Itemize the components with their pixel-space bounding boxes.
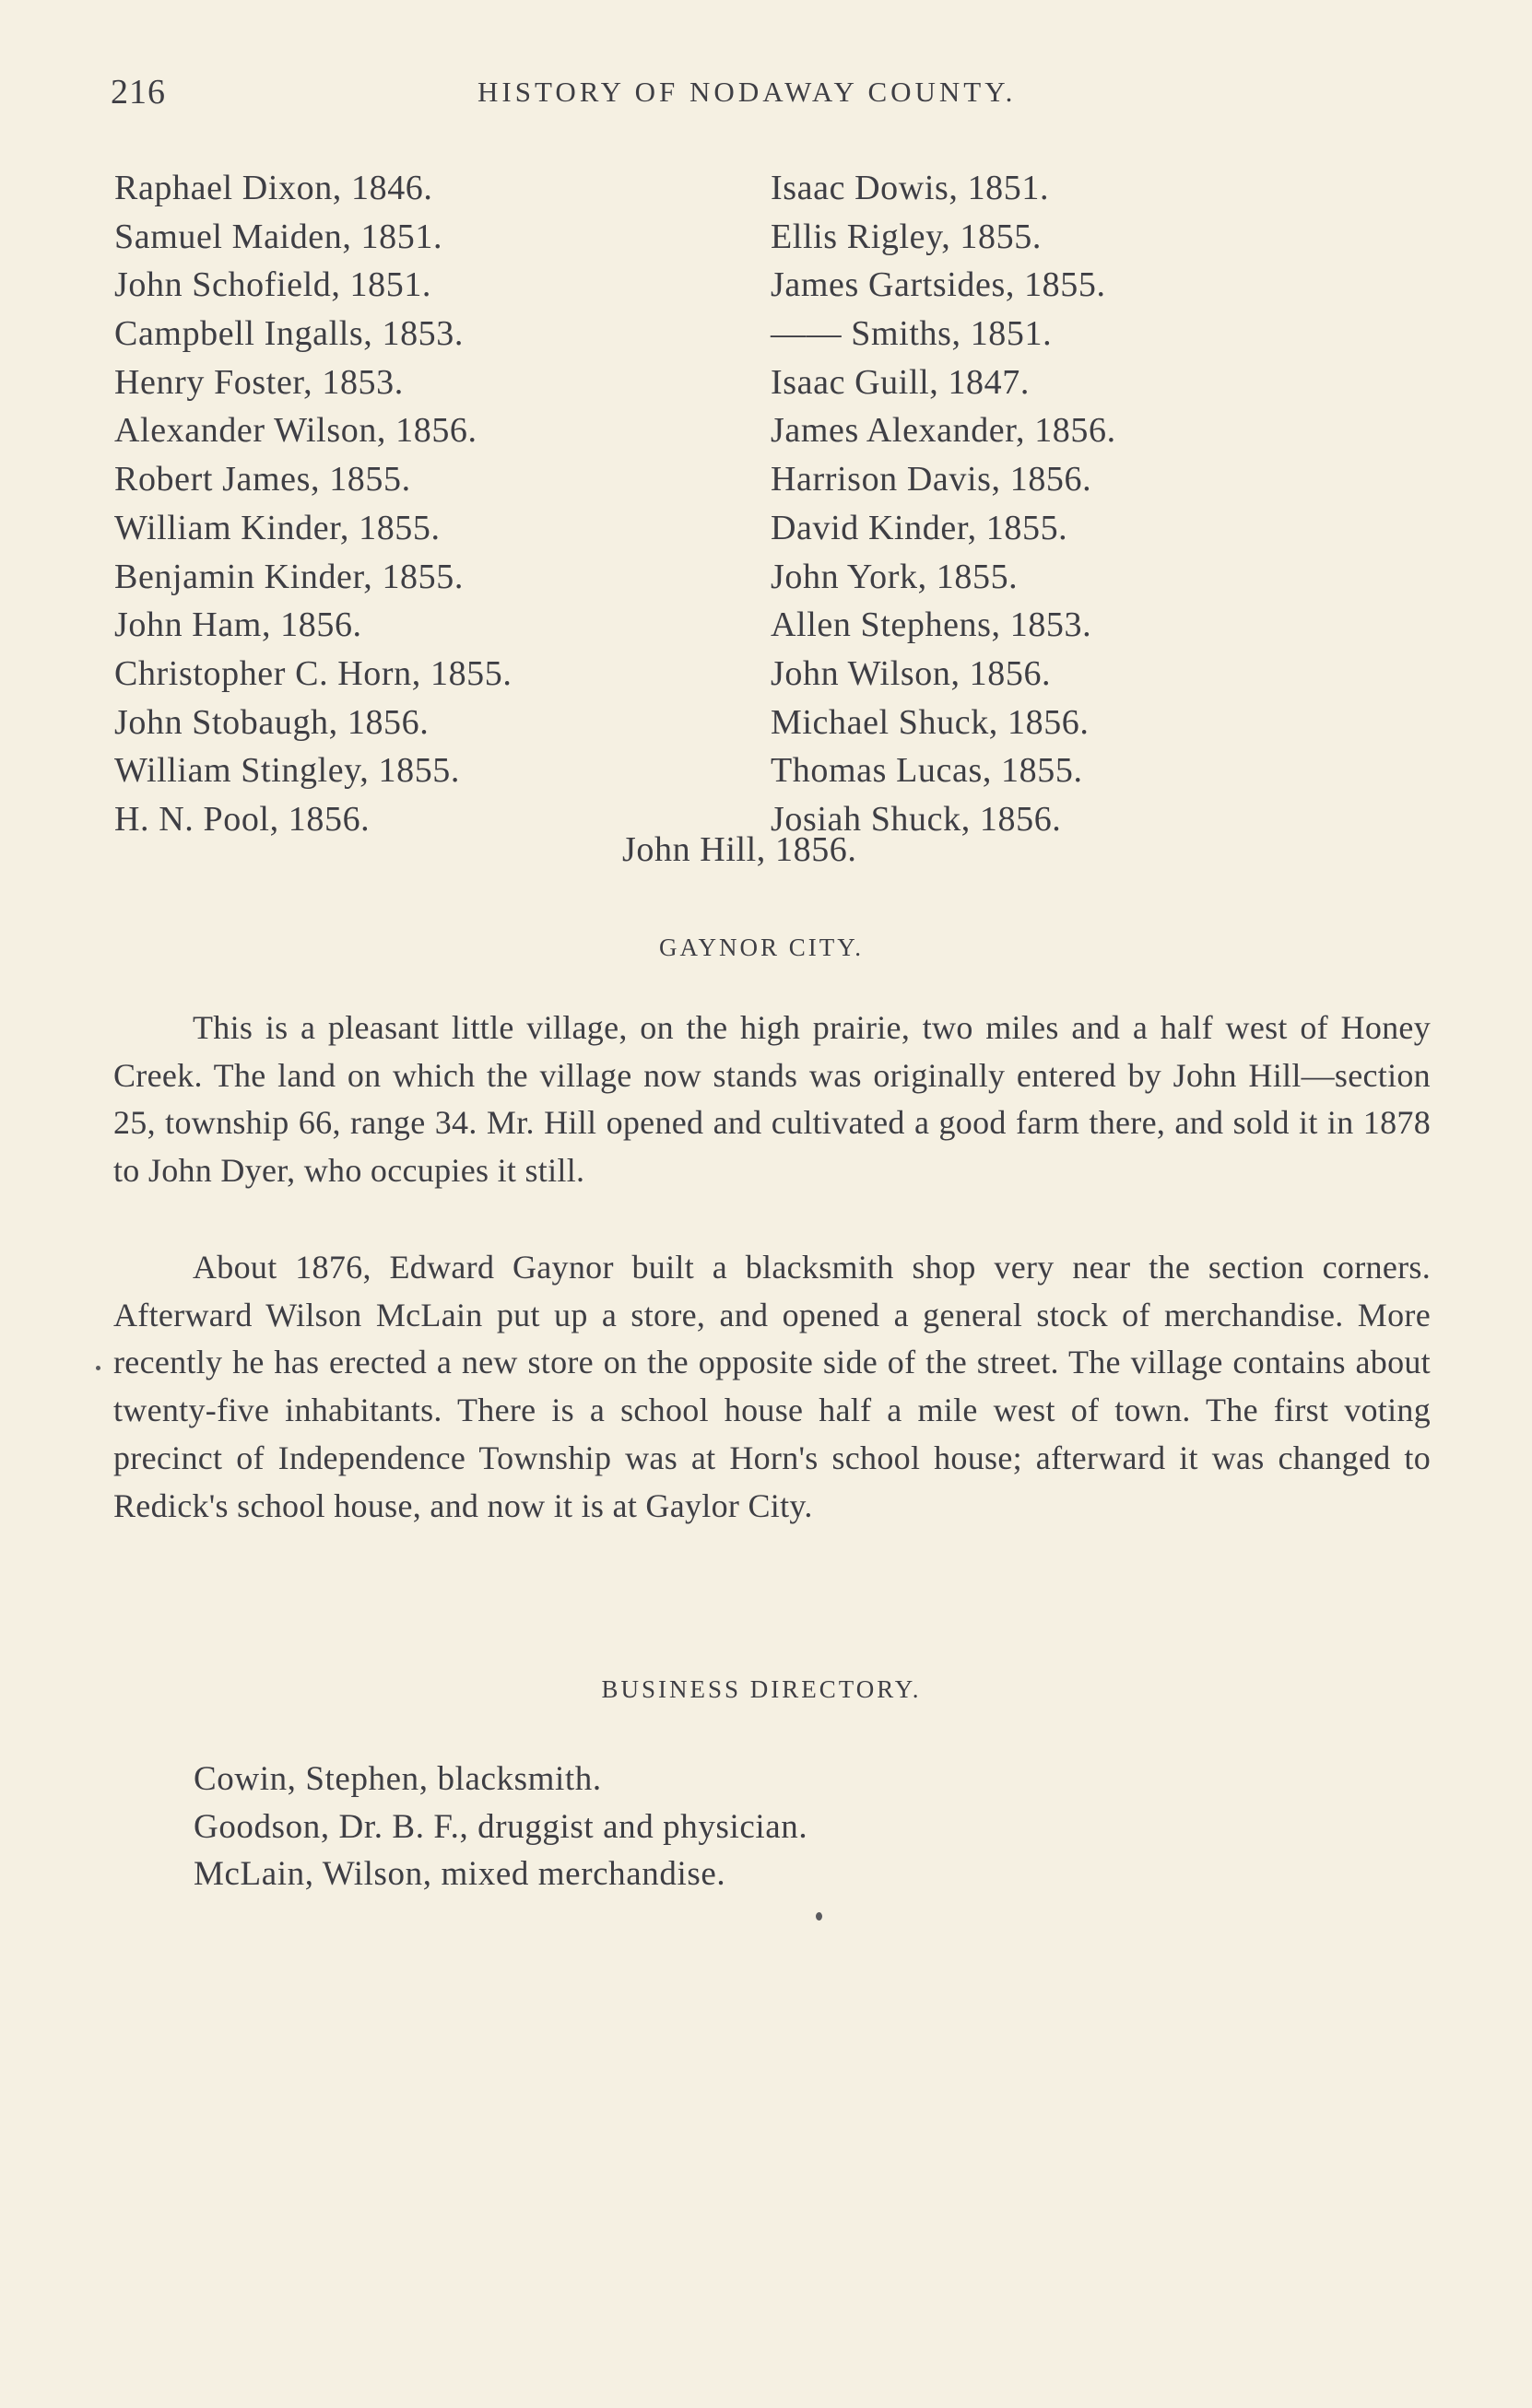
list-item: Michael Shuck, 1856. — [771, 702, 1090, 742]
running-title: HISTORY OF NODAWAY COUNTY. — [477, 76, 1017, 108]
names-list-right — [771, 164, 1116, 844]
section-heading-business-directory: BUSINESS DIRECTORY. — [601, 1675, 922, 1703]
directory-entry: Cowin, Stephen, blacksmith. — [194, 1760, 602, 1798]
ink-speck — [96, 1366, 100, 1370]
list-item: Ellis Rigley, 1855. — [771, 217, 1042, 256]
page-number: 216 — [111, 73, 166, 112]
names-list-center-item: John Hill, 1856. — [622, 830, 857, 869]
list-item: Harrison Davis, 1856. — [771, 460, 1092, 499]
list-item: Allen Stephens, 1853. — [771, 605, 1092, 645]
list-item: John Schofield, 1851. — [114, 265, 432, 305]
list-item: Christopher C. Horn, 1855. — [114, 653, 513, 693]
directory-entry: McLain, Wilson, mixed merchandise. — [194, 1855, 726, 1893]
list-item: —— Smiths, 1851. — [771, 314, 1053, 354]
list-item: James Gartsides, 1855. — [771, 265, 1106, 305]
list-item: H. N. Pool, 1856. — [114, 799, 371, 839]
list-item: James Alexander, 1856. — [771, 411, 1116, 451]
running-head — [111, 72, 1088, 118]
list-item: Isaac Guill, 1847. — [771, 362, 1030, 402]
list-item: John York, 1855. — [771, 557, 1019, 596]
list-item: Josiah Shuck, 1856. — [771, 799, 1062, 839]
list-item: William Stingley, 1855. — [114, 751, 461, 791]
list-item: William Kinder, 1855. — [114, 508, 441, 547]
list-item: Isaac Dowis, 1851. — [771, 169, 1050, 207]
list-item: Thomas Lucas, 1855. — [771, 751, 1083, 791]
list-item: Robert James, 1855. — [114, 460, 411, 499]
paragraph: About 1876, Edward Gaynor built a blacksmith shop very near the section corners. Afterward Wilson McLain put up a store, and opened a general stock of merchandise. More recently he has erected a new store on the opposite side of the street. The village contains about twenty-five inhabitants. There is a school house half a mile west of town. The first voting precinct of Independence Township was at Horn's school house; afterward it was changed to Redick's school house, and now it is at Gaylor City. — [113, 1249, 1431, 1524]
section-heading-gaynor-city: GAYNOR CITY. — [658, 934, 865, 961]
paragraph: This is a pleasant little village, on the high prairie, two miles and a half west of Honey Creek. The land on which the village now stands was originally entered by John Hill—section 25, township 66, range 34. Mr. Hill opened and cultivated a good farm there, and sold it in 1878 to John Dyer, who occupies it still. — [113, 1009, 1431, 1190]
list-item: Alexander Wilson, 1856. — [114, 411, 477, 451]
list-item: John Wilson, 1856. — [771, 653, 1052, 693]
business-directory-list — [194, 1756, 807, 1898]
list-item: David Kinder, 1855. — [771, 508, 1068, 547]
ink-speck — [816, 1912, 822, 1921]
list-item: Benjamin Kinder, 1855. — [114, 557, 464, 596]
list-item: John Stobaugh, 1856. — [114, 702, 430, 742]
names-list-left — [114, 164, 512, 844]
list-item: Samuel Maiden, 1851. — [114, 217, 443, 256]
list-item: Henry Foster, 1853. — [114, 362, 404, 402]
list-item: Raphael Dixon, 1846. — [114, 169, 433, 207]
list-item: Campbell Ingalls, 1853. — [114, 314, 464, 354]
directory-entry: Goodson, Dr. B. F., druggist and physician. — [194, 1807, 808, 1846]
list-item: John Ham, 1856. — [114, 605, 362, 645]
